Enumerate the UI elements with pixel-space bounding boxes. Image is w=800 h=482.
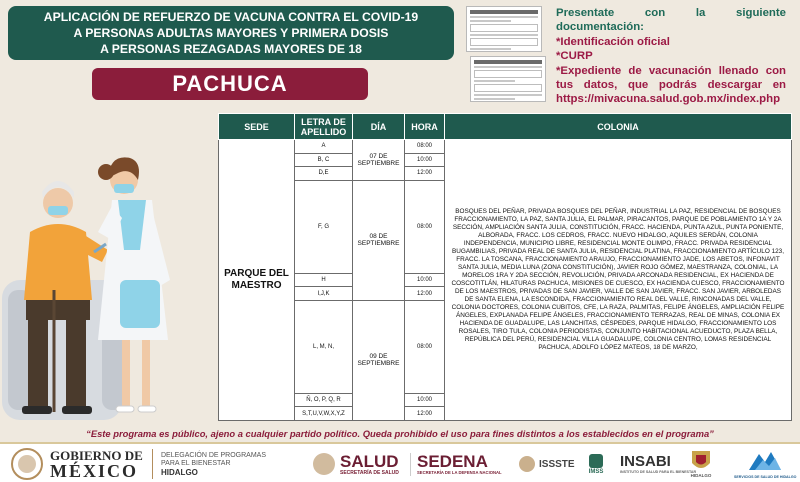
imss-logo bbox=[588, 444, 604, 482]
salud-text: SALUD bbox=[340, 451, 399, 471]
letra-cell: A bbox=[295, 140, 353, 154]
delegacion-logo bbox=[152, 444, 266, 482]
footer-logos bbox=[0, 442, 800, 482]
vaccination-illustration bbox=[2, 140, 218, 420]
disclaimer: “Este programa es público, ajeno a cualquier partido político. Queda prohibido el uso para fines distintos a los establecidos en el programa” bbox=[86, 428, 714, 439]
hidalgo-shield-icon bbox=[690, 449, 712, 473]
city-title: PACHUCA bbox=[92, 68, 368, 100]
salud-logo bbox=[312, 444, 399, 482]
hora-cell: 08:00 bbox=[405, 140, 445, 154]
hora-cell: 10:00 bbox=[405, 273, 445, 287]
vaccination-form-thumbnail-2 bbox=[470, 56, 546, 102]
header-colonia: COLONIA bbox=[445, 114, 792, 140]
header-line-2: A PERSONAS ADULTAS MAYORES Y PRIMERA DOSIS bbox=[73, 26, 389, 40]
table-header-row bbox=[219, 114, 792, 140]
header-line-1: APLICACIÓN DE REFUERZO DE VACUNA CONTRA EL COVID-19 bbox=[43, 10, 419, 24]
hora-cell: 12:00 bbox=[405, 407, 445, 421]
letra-cell: B, C bbox=[295, 153, 353, 167]
sedena-logo bbox=[410, 444, 502, 482]
header-line-3: A PERSONAS REZAGADAS MAYORES DE 18 bbox=[100, 42, 362, 56]
mexico-text: MÉXICO bbox=[50, 460, 138, 481]
hora-cell: 12:00 bbox=[405, 287, 445, 301]
salud-seal-icon bbox=[312, 452, 336, 476]
requirement-id: *Identificación oficial bbox=[556, 35, 670, 48]
colonia-cell: BOSQUES DEL PEÑAR, PRIVADA BOSQUES DEL PEÑAR, INDUSTRIAL LA PAZ, RESIDENCIAL DE BOSQUES FRACCIONAMIENTO, LA PAZ, SANTA JULIA, EL PALMAR, PIRACANTOS, PARQUE DE POBLAMIENTO 1A Y 2A SECCIÓN, AMPLIACIÓN SANTA JULIA, CONSTITUCIÓN, FRACC. HACIENDA, PUNTA AZUL, PUNTA PONIENTE, ALBORADA, FRACC. LOS CEDROS, FRACC. NUEVO HIDALGO, AQUILES SERDÁN, COLONIA INDEPENDENCIA, MUNICIPIO LIBRE, RESIDENCIAL MONTE OLIMPO, FRACC. PRIVADA RESIDENCIAL BUGAMBILIAS, PRIVADA REAL DE SANTA JULIA, RESIDENCIAL PLATINA, FRACCIONAMIENTO ARTÍCULO 123, FRACC. LA TOSCANA, FRACCIONAMIENTO ARAUJO, FRACCIONAMIENTO JADE, LOS ABETOS, INFONAVIT SANTA JULIA, MEDIA LUNA (ZONA CONSTITUCIÓN), JAVIER ROJO GÓMEZ, MAESTRANZA, COLONIAL, LA MORELOS 1RA Y 2DA SECCIÓN, REVOLUCIÓN, PRIVADA ARCONADA RESIDENCIAL, EX HACIENDA DE COSCOTITLÁN, HILATURAS PACHUCA, MISIONES DE CUESCO, EX HACIENDA CUESCO, FRACCIONAMIENTO DE LOS MAESTROS, PRIVADAS DE SAN JAVIER, VALLE DE SAN JAVIER, FRACC. SAN JAVIER, ARBOLEDAS DE SANTA ELENA, LA ESCONDIDA, FRACCIONAMIENTO REAL DEL VALLE, RINCONADAS DEL VALLE, COLONIA DOCTORES, COLONIA CUBITOS, CFE, LA RAZA, PALMITAS, FELIPE ÁNGELES, AMPLIACIÓN FELIPE ÁNGELES, EXPLANADA FELIPE ÁNGELES, FRACCIONAMIENTO TERRAZAS, REAL DE MINAS, COLONIA EX HACIENDA DE GUADALUPE, LAS LANCHITAS, CÉSPEDES, PARQUE HIDALGO, FRACCIONAMIENTO LOS ROSALES, TIRO TULA, COLONIA PERIODISTAS, CONJUNTO HABITACIONAL ACUEDUCTO, PLAZA BELLA, REPÚBLICA DEL PERÚ, RESIDENCIAL VILLA GUADALUPE, COLONIA CENTRO, LOMAS RESIDENCIAL PACHUCA, ADOLFO LÓPEZ MATEOS, 18 DE MARZO, bbox=[445, 140, 792, 421]
insabi-logo bbox=[620, 444, 696, 482]
dia-cell: 08 DE SEPTIEMBRE bbox=[353, 180, 405, 300]
header-sede: SEDE bbox=[219, 114, 295, 140]
servicios-salud-text: SERVICIOS DE SALUD DE HIDALGO bbox=[734, 475, 797, 479]
issste-logo bbox=[518, 444, 575, 482]
insabi-subtitle: INSTITUTO DE SALUD PARA EL BIENESTAR bbox=[620, 469, 697, 474]
hora-cell: 10:00 bbox=[405, 153, 445, 167]
servicios-salud-icon bbox=[745, 448, 785, 474]
requirement-curp: *CURP bbox=[556, 50, 593, 63]
hora-cell: 08:00 bbox=[405, 180, 445, 273]
letra-cell: L, M, N, bbox=[295, 300, 353, 393]
requirements-block bbox=[556, 6, 786, 107]
gobierno-mexico-logo bbox=[10, 444, 143, 482]
sede-cell: PARQUE DEL MAESTRO bbox=[219, 140, 295, 421]
hidalgo-logo bbox=[690, 444, 712, 482]
letra-cell: Ñ, O, P, Q, R bbox=[295, 393, 353, 407]
header-banner bbox=[8, 6, 454, 60]
letra-cell: I,J,K bbox=[295, 287, 353, 301]
imss-text: IMSS bbox=[588, 468, 604, 475]
imss-icon bbox=[588, 453, 604, 469]
hidalgo-text: HIDALGO bbox=[690, 473, 712, 478]
letra-cell: S,T,U,V,W,X,Y,Z bbox=[295, 407, 353, 421]
letra-cell: D,E bbox=[295, 167, 353, 181]
vaccination-form-thumbnail-1 bbox=[466, 6, 542, 52]
hora-cell: 08:00 bbox=[405, 300, 445, 393]
header-dia: DÍA bbox=[353, 114, 405, 140]
delegacion-line-2: PARA EL BIENESTAR bbox=[161, 459, 231, 467]
header-hora: HORA bbox=[405, 114, 445, 140]
letra-cell: H bbox=[295, 273, 353, 287]
issste-text: ISSSTE bbox=[539, 458, 575, 470]
delegacion-line-1: DELEGACIÓN DE PROGRAMAS bbox=[161, 451, 267, 459]
hora-cell: 10:00 bbox=[405, 393, 445, 407]
gobierno-text: GOBIERNO DE bbox=[50, 447, 143, 463]
insabi-text: INSABI bbox=[620, 452, 671, 470]
table-row bbox=[219, 140, 792, 154]
dia-cell: 07 DE SEPTIEMBRE bbox=[353, 140, 405, 181]
hora-cell: 12:00 bbox=[405, 167, 445, 181]
servicios-salud-logo bbox=[734, 444, 796, 482]
delegacion-line-3: HIDALGO bbox=[161, 467, 198, 477]
letra-cell: F, G bbox=[295, 180, 353, 273]
dia-cell: 09 DE SEPTIEMBRE bbox=[353, 300, 405, 420]
sedena-text: SEDENA bbox=[417, 451, 488, 471]
requirements-intro: Presentate con la siguiente documentación: bbox=[556, 7, 786, 34]
requirement-expediente: *Expediente de vacunación llenado con tus datos, que podrás descargar en https://mivacuna.salud.gob.mx/index.php bbox=[556, 64, 786, 106]
sedena-subtitle: SECRETARÍA DE LA DEFENSA NACIONAL bbox=[417, 469, 502, 475]
salud-subtitle: SECRETARÍA DE SALUD bbox=[340, 469, 399, 476]
issste-eagle-icon bbox=[518, 455, 536, 473]
header-letra: LETRA DE APELLIDO bbox=[295, 114, 353, 140]
mexico-seal-icon bbox=[10, 447, 44, 481]
schedule-table bbox=[218, 113, 792, 421]
